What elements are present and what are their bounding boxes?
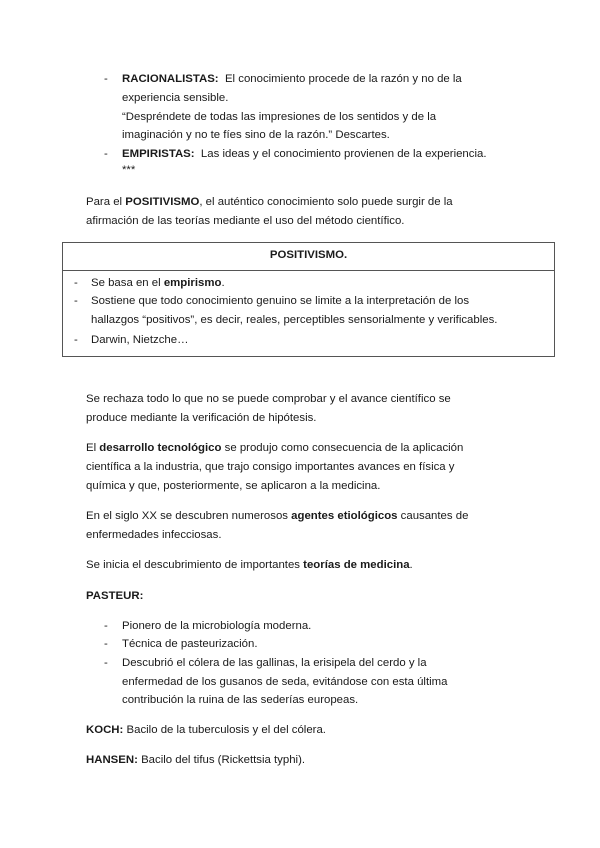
bullet-dash: - — [74, 334, 78, 346]
racionalistas-text: El conocimiento procede de la razón y no de la — [224, 73, 462, 85]
bullet-dash: - — [74, 295, 78, 307]
box-item-1 — [91, 276, 225, 290]
pasteur-item-2: Técnica de pasteurización. — [122, 638, 258, 650]
koch-label: KOCH: — [86, 724, 124, 736]
racionalistas-line-1 — [122, 72, 462, 86]
empiristas-text: Las ideas y el conocimiento provienen de la experiencia. — [200, 148, 487, 160]
box-item-2-line-2: hallazgos “positivos”, es decir, reales, perceptibles sensorialmente y verificables. — [91, 314, 498, 326]
pasteur-item-3-line-3: contribución la ruina de las sederías europeas. — [122, 694, 359, 706]
rechaza-line-1: Se rechaza todo lo que no se puede comprobar y el avance científico se — [86, 393, 451, 405]
text-fragment: En el siglo XX se descubren numerosos — [86, 510, 292, 522]
agentes-term: agentes etiológicos — [291, 510, 398, 522]
bullet-dash: - — [104, 638, 108, 650]
desarrollo-term: desarrollo tecnológico — [99, 442, 222, 454]
bullet-dash: - — [104, 148, 108, 160]
text-fragment: Para el — [86, 196, 126, 208]
box-item-3: Darwin, Nietzche… — [91, 334, 189, 346]
descartes-quote-line-2: imaginación y no te fíes sino de la razón.” Descartes. — [122, 129, 390, 141]
text-fragment: Se basa en el — [91, 277, 164, 289]
pasteur-item-3-line-2: enfermedad de los gusanos de seda, evitándose con esta última — [122, 676, 448, 688]
text-fragment: causantes de — [397, 510, 469, 522]
box-item-2-line-1: Sostiene que todo conocimiento genuino se limite a la interpretación de los — [91, 295, 470, 307]
empiristas-term: EMPIRISTAS: — [122, 148, 195, 160]
box-title: POSITIVISMO. — [269, 249, 348, 261]
teorias-term: teorías de medicina — [303, 559, 410, 571]
bullet-dash: - — [104, 620, 108, 632]
text-fragment: . — [409, 559, 413, 571]
hansen-text: Bacilo del tifus (Rickettsia typhi). — [137, 754, 306, 766]
desarrollo-line-2: científica a la industria, que trajo consigo importantes avances en física y — [86, 461, 455, 473]
text-fragment: , el auténtico conocimiento solo puede surgir de la — [199, 196, 453, 208]
desarrollo-line-1 — [86, 441, 463, 455]
hansen-line — [86, 753, 305, 767]
positivismo-para-line-1 — [86, 195, 453, 209]
siglo-line-1 — [86, 509, 468, 523]
racionalistas-term: RACIONALISTAS: — [122, 73, 219, 85]
text-fragment: . — [221, 277, 225, 289]
text-fragment: se produjo como consecuencia de la aplicación — [221, 442, 464, 454]
pasteur-label: PASTEUR: — [86, 590, 144, 602]
desarrollo-line-3: química y que, posteriormente, se aplicaron a la medicina. — [86, 480, 381, 492]
bullet-dash: - — [74, 277, 78, 289]
empirismo-term: empirismo — [163, 277, 222, 289]
asterisks: *** — [122, 164, 136, 176]
racionalistas-line-2: experiencia sensible. — [122, 92, 229, 104]
rechaza-line-2: produce mediante la verificación de hipótesis. — [86, 412, 317, 424]
pasteur-item-3-line-1: Descubrió el cólera de las gallinas, la erisipela del cerdo y la — [122, 657, 427, 669]
hansen-label: HANSEN: — [86, 754, 138, 766]
empiristas-line-1 — [122, 147, 487, 161]
text-fragment: Se inicia el descubrimiento de importantes — [86, 559, 304, 571]
koch-text: Bacilo de la tuberculosis y el del cólera. — [123, 724, 326, 736]
siglo-line-2: enfermedades infecciosas. — [86, 529, 222, 541]
box-divider — [63, 270, 554, 271]
inicia-line — [86, 558, 413, 572]
pasteur-heading — [86, 589, 143, 603]
bullet-dash: - — [104, 657, 108, 669]
positivismo-term: POSITIVISMO — [125, 196, 200, 208]
text-fragment: El — [86, 442, 100, 454]
descartes-quote-line-1: “Despréndete de todas las impresiones de los sentidos y de la — [122, 111, 437, 123]
bullet-dash: - — [104, 73, 108, 85]
pasteur-item-1: Pionero de la microbiología moderna. — [122, 620, 312, 632]
positivismo-para-line-2: afirmación de las teorías mediante el uso del método científico. — [86, 215, 405, 227]
koch-line — [86, 723, 326, 737]
